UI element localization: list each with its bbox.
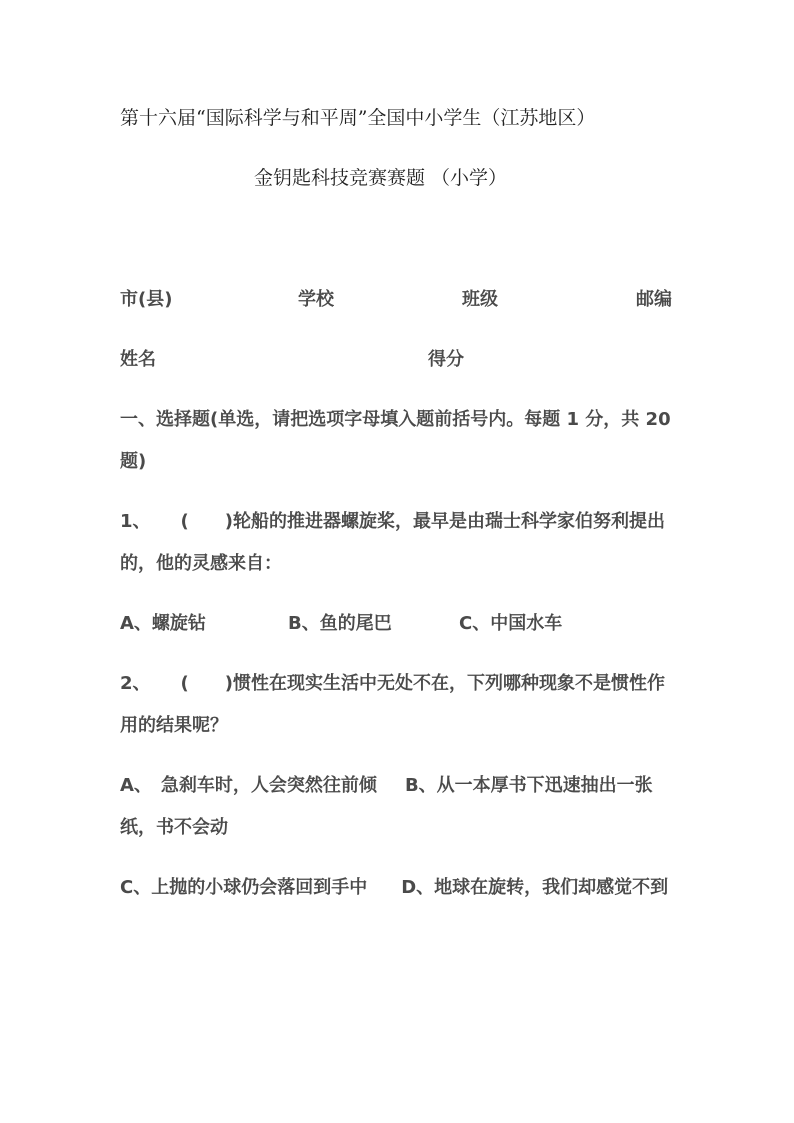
option-b: B、从一本厚书下迅速抽出一张纸，书不会动 [120,775,653,838]
option-d: D、地球在旋转，我们却感觉不到 [401,877,669,898]
answer-bracket: ( ) [180,511,233,532]
option-b: B、鱼的尾巴 [288,613,392,634]
info-row-2 [120,348,674,372]
question-number: 2、 [120,673,151,694]
question-2-options-row-2 [120,867,680,909]
question-2-options-row-1 [120,765,680,849]
score-label: 得分 [428,349,464,370]
question-text: 惯性在现实生活中无处不在，下列哪种现象不是惯性作用的结果呢？ [120,673,665,736]
name-label: 姓名 [120,349,156,370]
class-label: 班级 [462,289,498,310]
section-heading: 一、选择题(单选，请把选项字母填入题前括号内。每题 1 分，共 20 题) [120,409,671,472]
exam-title-line-1: 第十六届“国际科学与和平周”全国中小学生（江苏地区） [120,107,596,129]
question-2 [120,663,680,747]
option-c: C、中国水车 [459,613,563,634]
info-row-1 [120,288,674,312]
school-label: 学校 [298,289,334,310]
question-1-options [120,612,680,636]
option-c: C、上抛的小球仍会落回到手中 [120,877,368,898]
option-a: A、螺旋钻 [120,613,206,634]
exam-title-line-2: 金钥匙科技竞赛赛题 （小学） [254,167,508,189]
city-label: 市(县) [120,289,173,310]
option-a: A、 急刹车时，人会突然往前倾 [120,775,377,796]
question-1 [120,501,680,585]
question-number: 1、 [120,511,151,532]
postcode-label: 邮编 [636,289,672,310]
question-text: 轮船的推进器螺旋桨，最早是由瑞士科学家伯努利提出的，他的灵感来自： [120,511,665,574]
answer-bracket: ( ) [180,673,233,694]
